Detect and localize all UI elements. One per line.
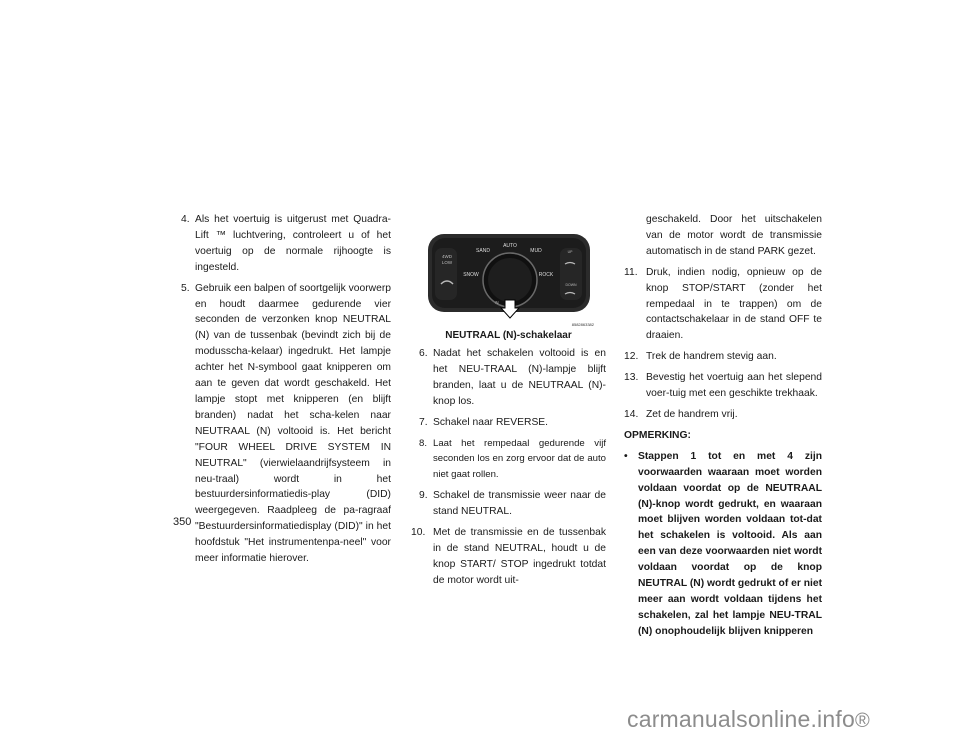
watermark — [627, 706, 870, 733]
column-right — [624, 212, 822, 640]
page-number: 350 — [173, 516, 192, 528]
column-left — [173, 212, 391, 572]
note-text: Stappen 1 tot en met 4 zijn voorwaarden waaraan moet worden voldaan voordat op de NEUTRAAL (N)-knop wordt gedrukt, en waaraan moet blijven worden voldaan tot-dat het schakelen is voltooid. Als aan een van deze voorwaarden niet wordt voldaan voordat op de knop NEUTRAL (N) wordt gedrukt of er niet meer aan wordt voldaan tijdens het schakelen, zal het lampje NEU-TRAL (N) onophoudelijk blijven knipperen — [638, 450, 823, 637]
list-item-continuation — [624, 212, 822, 260]
list-item — [173, 212, 391, 276]
item-number: 12. — [624, 351, 639, 363]
label-low: LOW — [441, 260, 453, 265]
item-text: Zet de handrem vrij. — [646, 408, 738, 420]
item-text: Nadat het schakelen voltooid is en het NEU-TRAAL (N)-lampje blijft branden, laat u de NEUTRAAL (N)-knop los. — [433, 348, 606, 407]
registered-icon: ® — [854, 710, 870, 732]
watermark-text: carmanualsonline.info — [627, 706, 855, 732]
note-heading: OPMERKING: — [624, 429, 691, 441]
label-up: UP — [567, 250, 573, 254]
figure-code: 8582863382 — [571, 322, 594, 327]
item-text: Druk, indien nodig, opnieuw op de knop STOP/START (zonder het rempedaal in te trappen) om de contactschakelaar in de stand OFF te draaien. — [646, 266, 822, 342]
list-item — [624, 265, 822, 345]
label-down: DOWN — [565, 283, 577, 287]
list-item — [411, 488, 606, 520]
drive-mode-switch-illustration — [425, 230, 596, 330]
list-item — [173, 281, 391, 567]
item-number: 11. — [624, 266, 638, 278]
item-text: Als het voertuig is uitgerust met Quadra-Lift ™ luchtvering, controleert u of het voertuig op de normale rijhoogte is ingesteld. — [195, 214, 391, 273]
item-number: 9. — [419, 490, 428, 502]
item-number: 7. — [419, 416, 428, 428]
item-number: 10. — [411, 527, 426, 539]
figure-caption: NEUTRAAL (N)-schakelaar — [445, 330, 572, 341]
item-text: Bevestig het voertuig aan het slepend voer-tuig met een geschikte trekhaak. — [646, 372, 822, 400]
label-snow: SNOW — [463, 272, 479, 278]
item-text: Laat het rempedaal gedurende vijf seconden los en zorg ervoor dat de auto niet gaat rollen. — [433, 437, 606, 481]
item-number: 8. — [419, 437, 428, 449]
label-mud: MUD — [530, 248, 542, 254]
label-n: N — [495, 300, 499, 305]
item-text: geschakeld. Door het uitschakelen van de motor wordt de transmissie automatisch in de stand PARK gezet. — [646, 214, 822, 257]
item-number: 13. — [624, 372, 639, 384]
column-middle — [411, 346, 606, 594]
list-item — [411, 436, 606, 484]
item-number: 14. — [624, 408, 639, 420]
list-item — [411, 346, 606, 410]
item-text: Schakel de transmissie weer naar de stand NEUTRAL. — [433, 490, 606, 518]
list-item — [624, 407, 822, 423]
item-text: Gebruik een balpen of soortgelijk voorwerp en houdt daarmee gedurende vier seconden de verzonken knop NEUTRAL (N) van de tussenbak (bevindt zich bij de modusscha-kelaar) ingedrukt. Het lampje achter het N-symbool gaat knipperen om aan te geven dat wordt geschakeld. Het lampje stopt met knipperen (en blijft branden) nadat het scha-kelen naar NEUTRAAL (N) voltooid is. Het bericht "FOUR WHEEL DRIVE SYSTEM IN NEUTRAL" (vierwielaandrijfsysteem in neu-traal) wordt in het bestuurdersinformatiedis-play (DID) weergegeven. Raadpleeg de pa-ragraaf "Bestuurdersinformatiedisplay (DID)" in het hoofdstuk "Het instrumentenpa-neel" voor meer informatie hierover. — [195, 282, 391, 565]
item-text: Trek de handrem stevig aan. — [646, 351, 777, 363]
label-sand: SAND — [476, 248, 490, 254]
item-number: 4. — [181, 214, 190, 225]
bullet-icon: • — [624, 450, 628, 462]
label-rock: ROCK — [538, 272, 554, 278]
note-bullet — [624, 449, 822, 640]
item-number: 5. — [181, 282, 190, 294]
list-item — [411, 415, 606, 431]
item-number: 6. — [419, 348, 428, 359]
label-auto: AUTO — [503, 243, 517, 249]
item-text: Schakel naar REVERSE. — [433, 416, 549, 428]
list-item — [411, 525, 606, 589]
list-item — [624, 349, 822, 365]
label-4wd: 4WD — [442, 254, 452, 259]
item-text: Met de transmissie en de tussenbak in de stand NEUTRAL, houdt u de knop START/ STOP ingedrukt totdat de motor wordt uit- — [433, 527, 606, 586]
list-item — [624, 370, 822, 402]
